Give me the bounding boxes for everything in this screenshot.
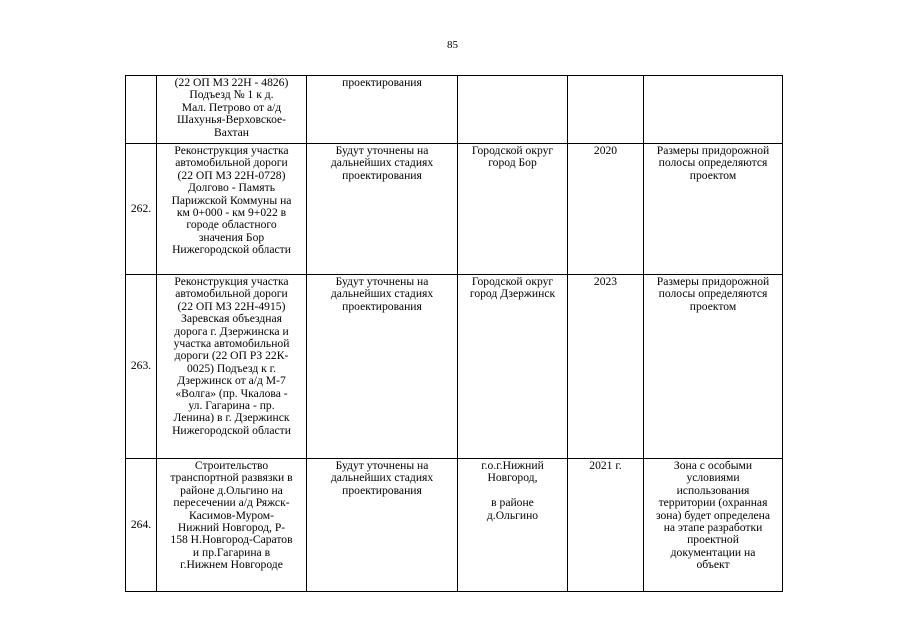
table-row: [126, 76, 783, 144]
year-cell: 2020: [568, 144, 644, 275]
stage-cell: Будут уточнены на дальнейших стадиях проектирования: [307, 144, 458, 275]
table-row: [126, 144, 783, 275]
object-name-cell: (22 ОП МЗ 22Н - 4826) Подъезд № 1 к д. Мал. Петрово от а/д Шахунья-Верховское- Вахтан: [157, 76, 307, 144]
object-name-cell: Реконструкция участка автомобильной дороги (22 ОП МЗ 22Н-4915) Заревская объездная дорога г. Дзержинска и участка автомобильной дороги (22 ОП РЗ 22К- 0025) Подъезд к г. Дзержинск от а/д М-7 «Волга» (пр. Чкалова - ул. Гагарина - пр. Ленина) в г. Дзержинск Нижегородской области: [157, 275, 307, 459]
location-cell: Городской округ город Дзержинск: [458, 275, 568, 459]
zone-cell: Зона с особыми условиями использования территории (охранная зона) будет определена на этапе разработки проектной документации на объект: [644, 459, 783, 592]
year-cell: 2023: [568, 275, 644, 459]
location-cell: Городской округ город Бор: [458, 144, 568, 275]
page-number: 85: [447, 39, 458, 51]
zone-cell: Размеры придорожной полосы определяются проектом: [644, 144, 783, 275]
row-number: 263.: [126, 275, 157, 459]
year-cell: [568, 76, 644, 144]
zone-cell: Размеры придорожной полосы определяются проектом: [644, 275, 783, 459]
zone-cell: [644, 76, 783, 144]
table-row: [126, 459, 783, 592]
row-number: 262.: [126, 144, 157, 275]
stage-cell: проектирования: [307, 76, 458, 144]
row-number: [126, 76, 157, 144]
location-cell: г.о.г.Нижний Новгород, в районе д.Ольгино: [458, 459, 568, 592]
stage-cell: Будут уточнены на дальнейших стадиях проектирования: [307, 275, 458, 459]
objects-table: [125, 75, 783, 592]
table-row: [126, 275, 783, 459]
location-cell: [458, 76, 568, 144]
stage-cell: Будут уточнены на дальнейших стадиях проектирования: [307, 459, 458, 592]
year-cell: 2021 г.: [568, 459, 644, 592]
row-number: 264.: [126, 459, 157, 592]
object-name-cell: Реконструкция участка автомобильной дороги (22 ОП МЗ 22Н-0728) Долгово - Память Парижской Коммуны на км 0+000 - км 9+022 в городе областного значения Бор Нижегородской области: [157, 144, 307, 275]
object-name-cell: Строительство транспортной развязки в районе д.Ольгино на пересечении а/д Ряжск- Касимов-Муром- Нижний Новгород, Р- 158 Н.Новгород-Саратов и пр.Гагарина в г.Нижнем Новгороде: [157, 459, 307, 592]
